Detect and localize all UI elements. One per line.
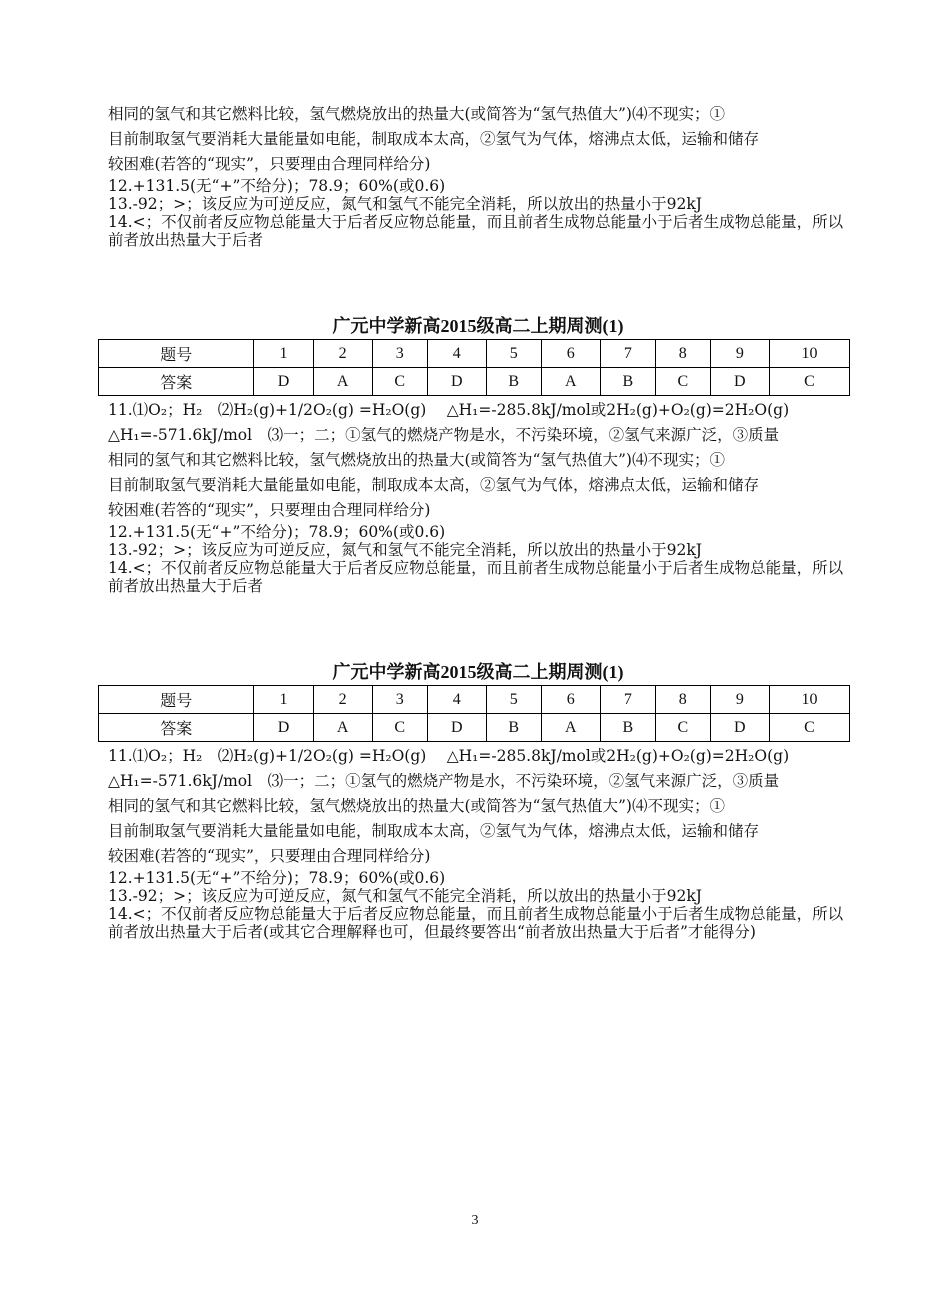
table-cell: 5 bbox=[486, 340, 541, 368]
table-cell: 5 bbox=[486, 686, 541, 714]
table-cell: B bbox=[600, 714, 655, 742]
answer-11-line: 11.⑴O₂；H₂ ⑵H₂(g)+1/2O₂(g) =H₂O(g) △H₁=-285.8kJ/mol或2H₂(g)+O₂(g)=2H₂O(g) bbox=[108, 747, 790, 765]
intro-block bbox=[108, 102, 848, 249]
answer-13: 13.-92；>；该反应为可逆反应，氮气和氢气不能完全消耗，所以放出的热量小于92kJ bbox=[108, 887, 702, 905]
answer-section bbox=[108, 313, 848, 595]
table-cell: C bbox=[769, 368, 849, 396]
answer-11-line: △H₁=-571.6kJ/mol ⑶一；二；①氢气的燃烧产物是水，不污染环境，②氢气来源广泛，③质量 bbox=[108, 772, 780, 790]
table-cell: D bbox=[710, 368, 769, 396]
answer-11-line: 较困难(若答的“现实”，只要理由合理同样给分) bbox=[108, 501, 431, 519]
section-title: 广元中学新高2015级高二上期周测(1) bbox=[332, 316, 624, 336]
intro-line: 相同的氢气和其它燃料比较，氢气燃烧放出的热量大(或简答为“氢气热值大”)⑷不现实；① bbox=[108, 105, 725, 123]
answer-11-line: 目前制取氢气要消耗大量能量如电能，制取成本太高，②氢气为气体，熔沸点太低，运输和储存 bbox=[108, 822, 760, 840]
table-cell: 题号 bbox=[99, 686, 254, 714]
table-cell: C bbox=[372, 714, 427, 742]
answer-12: 12.+131.5(无“+”不给分)；78.9；60%(或0.6) bbox=[108, 523, 446, 541]
table-cell: A bbox=[541, 714, 600, 742]
table-answer-row bbox=[99, 368, 850, 396]
answer-13: 13.-92；>；该反应为可逆反应，氮气和氢气不能完全消耗，所以放出的热量小于92kJ bbox=[108, 541, 702, 559]
table-cell: 题号 bbox=[99, 340, 254, 368]
table-cell: 10 bbox=[769, 340, 849, 368]
table-cell: 4 bbox=[427, 340, 486, 368]
answer-11-line: 相同的氢气和其它燃料比较，氢气燃烧放出的热量大(或简答为“氢气热值大”)⑷不现实；① bbox=[108, 451, 725, 469]
table-cell: C bbox=[372, 368, 427, 396]
table-cell: A bbox=[313, 714, 372, 742]
table-cell: D bbox=[427, 368, 486, 396]
answer-12: 12.+131.5(无“+”不给分)；78.9；60%(或0.6) bbox=[108, 177, 446, 195]
table-cell: D bbox=[254, 368, 313, 396]
answer-12: 12.+131.5(无“+”不给分)；78.9；60%(或0.6) bbox=[108, 869, 446, 887]
table-cell: 1 bbox=[254, 340, 313, 368]
answer-14: 14.<；不仅前者反应物总能量大于后者反应物总能量，而且前者生成物总能量小于后者生成物总能量，所以前者放出热量大于后者 bbox=[108, 559, 844, 595]
intro-line: 目前制取氢气要消耗大量能量如电能，制取成本太高，②氢气为气体，熔沸点太低，运输和储存 bbox=[108, 130, 760, 148]
answer-11-line: 目前制取氢气要消耗大量能量如电能，制取成本太高，②氢气为气体，熔沸点太低，运输和储存 bbox=[108, 476, 760, 494]
table-cell: B bbox=[486, 368, 541, 396]
page-number: 3 bbox=[471, 1213, 479, 1228]
answer-table bbox=[98, 685, 850, 742]
table-cell: D bbox=[710, 714, 769, 742]
table-cell: C bbox=[655, 714, 710, 742]
table-cell: 8 bbox=[655, 686, 710, 714]
answer-14: 14.<；不仅前者反应物总能量大于后者反应物总能量，而且前者生成物总能量小于后者生成物总能量，所以前者放出热量大于后者(或其它合理解释也可，但最终要答出“前者放出热量大于后者”才能得分) bbox=[108, 905, 844, 941]
table-cell: 6 bbox=[541, 340, 600, 368]
table-cell: 10 bbox=[769, 686, 849, 714]
table-header-row bbox=[99, 340, 850, 368]
table-cell: 答案 bbox=[99, 368, 254, 396]
table-cell: 9 bbox=[710, 340, 769, 368]
table-cell: B bbox=[486, 714, 541, 742]
table-cell: A bbox=[313, 368, 372, 396]
table-cell: B bbox=[600, 368, 655, 396]
answer-14: 14.<；不仅前者反应物总能量大于后者反应物总能量，而且前者生成物总能量小于后者生成物总能量，所以前者放出热量大于后者 bbox=[108, 213, 844, 249]
table-cell: 3 bbox=[372, 686, 427, 714]
table-cell: A bbox=[541, 368, 600, 396]
table-header-row bbox=[99, 686, 850, 714]
table-cell: D bbox=[427, 714, 486, 742]
table-cell: 2 bbox=[313, 686, 372, 714]
table-cell: C bbox=[769, 714, 849, 742]
table-answer-row bbox=[99, 714, 850, 742]
table-cell: 6 bbox=[541, 686, 600, 714]
table-cell: 9 bbox=[710, 686, 769, 714]
answer-11-line: 11.⑴O₂；H₂ ⑵H₂(g)+1/2O₂(g) =H₂O(g) △H₁=-285.8kJ/mol或2H₂(g)+O₂(g)=2H₂O(g) bbox=[108, 401, 790, 419]
table-cell: 7 bbox=[600, 686, 655, 714]
table-cell: 2 bbox=[313, 340, 372, 368]
table-cell: C bbox=[655, 368, 710, 396]
table-cell: 1 bbox=[254, 686, 313, 714]
table-cell: 8 bbox=[655, 340, 710, 368]
table-cell: 4 bbox=[427, 686, 486, 714]
answer-section bbox=[108, 659, 848, 941]
answer-table bbox=[98, 339, 850, 396]
table-cell: 3 bbox=[372, 340, 427, 368]
answer-11-line: 较困难(若答的“现实”，只要理由合理同样给分) bbox=[108, 847, 431, 865]
answer-13: 13.-92；>；该反应为可逆反应，氮气和氢气不能完全消耗，所以放出的热量小于92kJ bbox=[108, 195, 702, 213]
intro-line: 较困难(若答的“现实”，只要理由合理同样给分) bbox=[108, 155, 431, 173]
table-cell: 答案 bbox=[99, 714, 254, 742]
answer-11-line: △H₁=-571.6kJ/mol ⑶一；二；①氢气的燃烧产物是水，不污染环境，②氢气来源广泛，③质量 bbox=[108, 426, 780, 444]
answer-11-line: 相同的氢气和其它燃料比较，氢气燃烧放出的热量大(或简答为“氢气热值大”)⑷不现实；① bbox=[108, 797, 725, 815]
table-cell: 7 bbox=[600, 340, 655, 368]
section-title: 广元中学新高2015级高二上期周测(1) bbox=[332, 662, 624, 682]
table-cell: D bbox=[254, 714, 313, 742]
